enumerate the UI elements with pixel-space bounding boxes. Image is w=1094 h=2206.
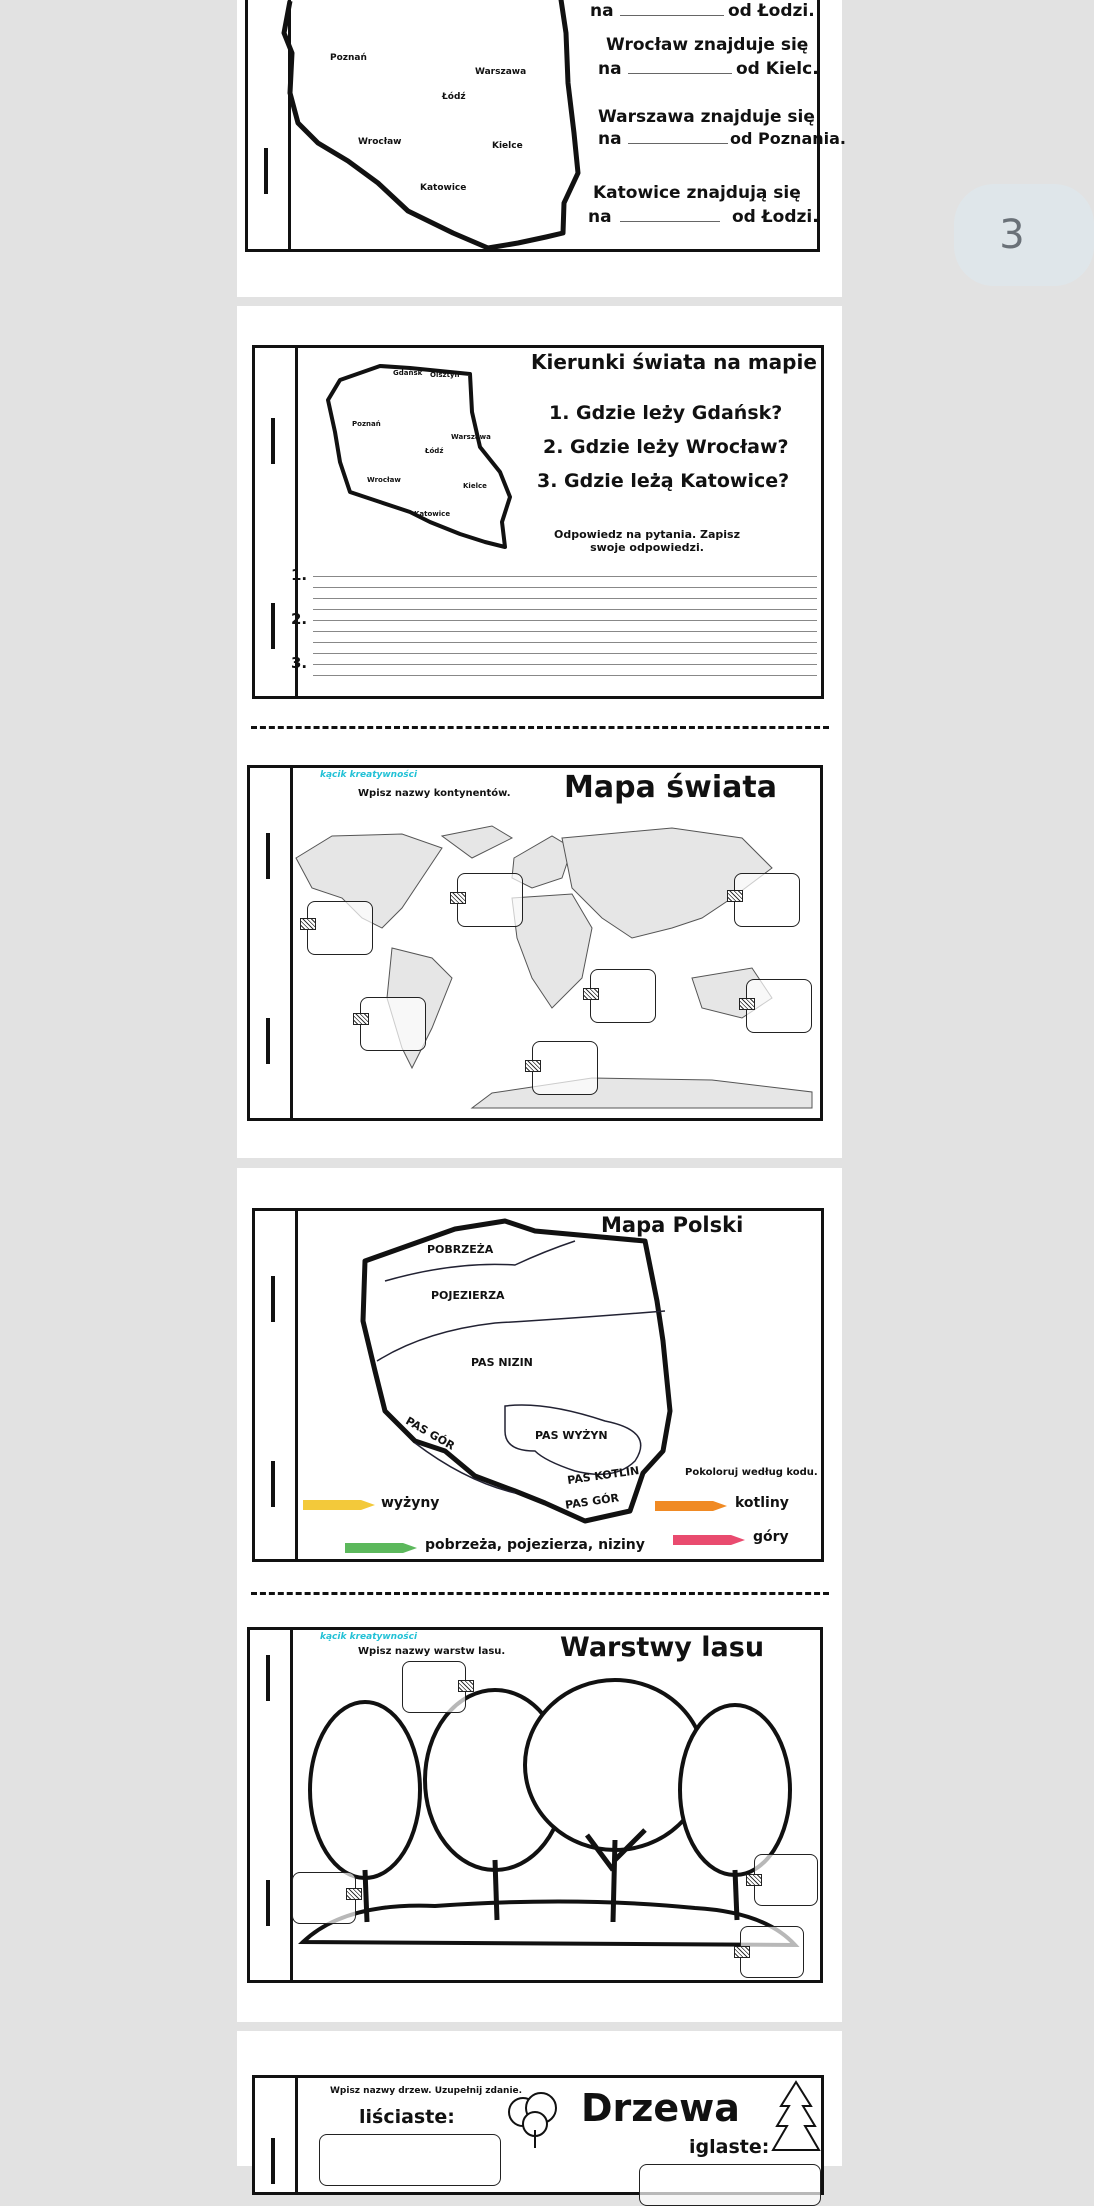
task-instruction: Wpisz nazwy kontynentów. — [358, 788, 511, 799]
answer-box[interactable] — [734, 873, 800, 927]
card-title: Mapa Polski — [601, 1213, 744, 1237]
tape-icon — [739, 998, 755, 1010]
card-spine — [295, 348, 298, 696]
city-label: Gdańsk — [393, 369, 423, 377]
question-suffix: od Kielc. — [736, 59, 819, 79]
question-suffix: od Łodzi. — [732, 207, 819, 227]
world-map-card — [247, 765, 823, 1121]
worksheet-page-2 — [237, 306, 842, 1158]
answer-lines — [313, 566, 817, 684]
answer-box[interactable] — [746, 979, 812, 1033]
answer-line — [620, 15, 724, 16]
deciduous-tree-icon — [501, 2090, 571, 2150]
city-label: Poznań — [330, 53, 367, 63]
cut-line — [251, 726, 829, 729]
poland-map-outline — [278, 0, 578, 255]
card-title: Kierunki świata na mapie — [531, 350, 817, 374]
question-suffix: od Poznania. — [730, 129, 846, 148]
spine-tick — [266, 1018, 270, 1064]
answer-number: 2. — [291, 610, 308, 628]
card-title: Warstwy lasu — [560, 1632, 765, 1663]
city-label: Wrocław — [367, 476, 401, 484]
region-label: PAS GÓR — [564, 1491, 620, 1512]
worksheet-page-1 — [237, 0, 846, 297]
legend-label: pobrzeża, pojezierza, niziny — [425, 1537, 645, 1553]
poland-regions-card — [252, 1208, 824, 1562]
city-label: Łódź — [442, 92, 466, 102]
card-spine — [295, 1211, 298, 1559]
card-title: Drzewa — [581, 2086, 740, 2130]
question-title: Warszawa znajduje się — [598, 107, 815, 127]
tape-icon — [525, 1060, 541, 1072]
spine-tick — [271, 418, 275, 464]
answer-box[interactable] — [754, 1854, 818, 1906]
question-suffix: od Łodzi. — [728, 1, 815, 21]
region-label: PAS KOTLIN — [566, 1464, 641, 1487]
answer-box[interactable] — [319, 2134, 501, 2186]
card-title: Mapa świata — [564, 770, 777, 805]
poland-regions-map — [345, 1211, 675, 1541]
answer-instruction: Odpowiedz na pytania. Zapisz swoje odpowiedzi. — [554, 528, 740, 554]
spine-tick — [266, 833, 270, 879]
spine-tick — [271, 1276, 275, 1322]
directions-card — [245, 0, 846, 252]
region-label: POBRZEŻA — [427, 1243, 494, 1256]
cut-line — [251, 1592, 829, 1595]
city-label: Katowice — [420, 183, 467, 193]
region-label: POJEZIERZA — [431, 1289, 505, 1302]
answer-line — [628, 73, 732, 74]
question-item: 1. Gdzie leży Gdańsk? — [549, 402, 783, 424]
trees-card — [252, 2075, 824, 2195]
tape-icon — [583, 988, 599, 1000]
coniferous-tree-icon — [771, 2080, 821, 2160]
question-prefix: na — [590, 1, 614, 21]
coniferous-label: iglaste: — [689, 2136, 770, 2158]
spine-tick — [266, 1655, 270, 1701]
card-spine — [295, 2078, 298, 2192]
page-number-badge[interactable]: 3 — [954, 184, 1094, 286]
question-prefix: na — [598, 59, 622, 79]
spine-tick — [266, 1880, 270, 1926]
task-instruction: Wpisz nazwy drzew. Uzupełnij zdanie. — [330, 2086, 523, 2096]
city-label: Warszawa — [475, 67, 527, 77]
answer-box[interactable] — [457, 873, 523, 927]
question-title: Katowice znajdują się — [593, 183, 801, 203]
answer-number: 1. — [291, 566, 308, 584]
city-label: Katowice — [414, 510, 451, 518]
question-item: 2. Gdzie leży Wrocław? — [543, 436, 789, 458]
question-prefix: na — [598, 129, 622, 149]
city-label: Warszawa — [451, 433, 491, 441]
spine-tick — [271, 603, 275, 649]
brand-label: kącik kreatywności — [320, 1632, 418, 1642]
city-label: Poznań — [352, 420, 381, 428]
worksheet-page-4 — [237, 2031, 842, 2166]
spine-tick — [271, 2138, 275, 2184]
city-label: Łódź — [425, 447, 444, 455]
crayon-icon-green — [345, 1541, 417, 1555]
compass-directions-card — [252, 345, 824, 699]
question-prefix: na — [588, 207, 612, 227]
city-label: Kielce — [492, 141, 523, 151]
answer-box[interactable] — [532, 1041, 598, 1095]
spine-tick — [264, 148, 268, 194]
question-item: 3. Gdzie leżą Katowice? — [537, 470, 790, 492]
answer-box[interactable] — [590, 969, 656, 1023]
crayon-icon-pink — [673, 1533, 745, 1547]
question-title: Wrocław znajduje się — [606, 35, 809, 55]
forest-illustration — [295, 1670, 805, 1970]
forest-layers-card — [247, 1627, 823, 1983]
tape-icon — [450, 892, 466, 904]
legend-label: kotliny — [735, 1495, 789, 1511]
answer-box[interactable] — [402, 1661, 466, 1713]
legend-label: wyżyny — [381, 1495, 440, 1511]
poland-map-outline — [320, 352, 520, 557]
brand-label: kącik kreatywności — [320, 770, 418, 780]
region-label: PAS WYŻYN — [535, 1429, 608, 1442]
answer-box[interactable] — [307, 901, 373, 955]
region-label: PAS GÓR — [403, 1414, 457, 1453]
tape-icon — [300, 918, 316, 930]
region-label: PAS NIZIN — [471, 1356, 533, 1369]
legend-label: góry — [753, 1529, 789, 1545]
answer-number: 3. — [291, 654, 308, 672]
city-label: Olsztyn — [430, 371, 460, 379]
crayon-icon-orange — [655, 1499, 727, 1513]
tape-icon — [346, 1888, 362, 1900]
coloring-instruction: Pokoloruj według kodu. — [685, 1467, 818, 1478]
tape-icon — [734, 1946, 750, 1958]
answer-box[interactable] — [639, 2164, 821, 2206]
answer-line — [620, 221, 720, 222]
tape-icon — [727, 890, 743, 902]
spine-tick — [271, 1461, 275, 1507]
tape-icon — [746, 1874, 762, 1886]
answer-line — [628, 143, 728, 144]
task-instruction: Wpisz nazwy warstw lasu. — [358, 1646, 506, 1657]
deciduous-label: liściaste: — [359, 2106, 455, 2128]
tape-icon — [458, 1680, 474, 1692]
city-label: Wrocław — [358, 137, 402, 147]
tape-icon — [353, 1013, 369, 1025]
answer-box[interactable] — [360, 997, 426, 1051]
city-label: Kielce — [463, 482, 487, 490]
crayon-icon-yellow — [303, 1498, 375, 1512]
worksheet-page-3 — [237, 1168, 842, 2022]
card-spine — [290, 1630, 293, 1980]
